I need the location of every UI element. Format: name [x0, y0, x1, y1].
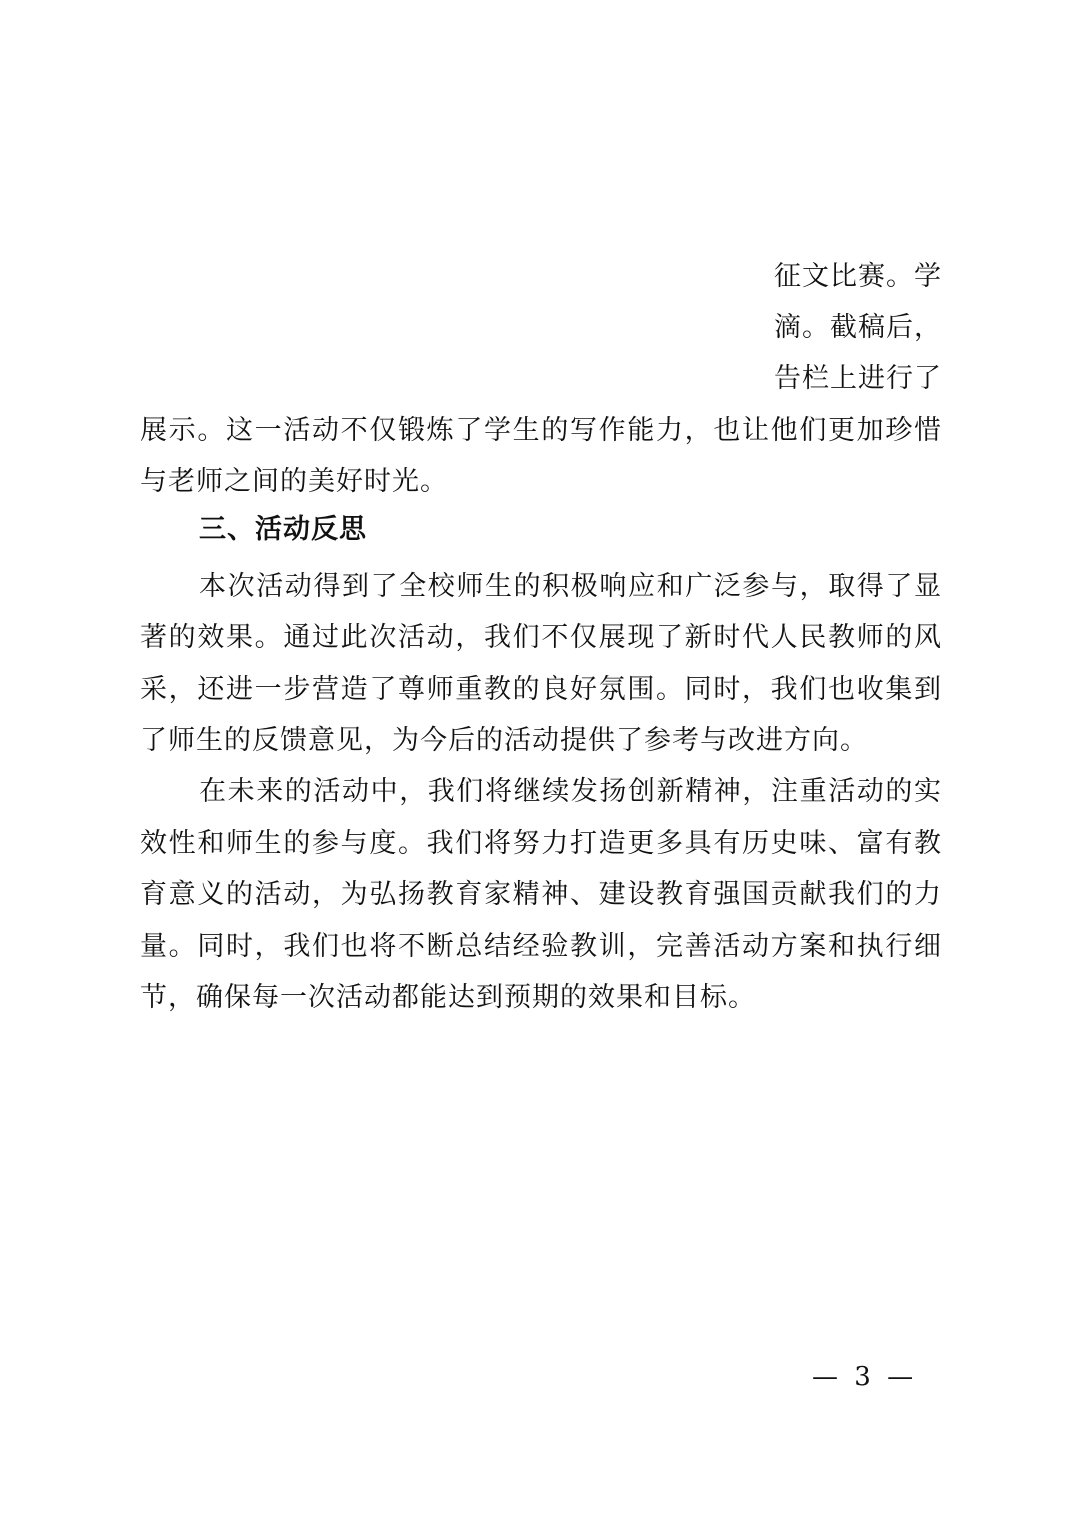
- fragment-line: 征文比赛。学: [774, 261, 942, 292]
- body-line: 育意义的活动，为弘扬教育家精神、建设教育强国贡献我们的力: [140, 879, 942, 910]
- page-number: — 3 —: [812, 1362, 918, 1392]
- fragment-line: 滴。截稿后，: [774, 312, 942, 343]
- body-line: 了师生的反馈意见，为今后的活动提供了参考与改进方向。: [140, 725, 868, 756]
- body-line: 与老师之间的美好时光。: [140, 466, 448, 497]
- body-line: 量。同时，我们也将不断总结经验教训，完善活动方案和执行细: [140, 931, 942, 962]
- body-line: 在未来的活动中，我们将继续发扬创新精神，注重活动的实: [199, 776, 942, 807]
- body-line: 节，确保每一次活动都能达到预期的效果和目标。: [140, 982, 756, 1013]
- body-line: 采，还进一步营造了尊师重教的良好氛围。同时，我们也收集到: [140, 674, 942, 705]
- fragment-line: 告栏上进行了: [774, 363, 942, 394]
- body-line: 本次活动得到了全校师生的积极响应和广泛参与，取得了显: [199, 571, 942, 602]
- section-heading: 三、活动反思: [199, 514, 367, 545]
- body-line: 著的效果。通过此次活动，我们不仅展现了新时代人民教师的风: [140, 622, 942, 653]
- body-line: 效性和师生的参与度。我们将努力打造更多具有历史味、富有教: [140, 828, 942, 859]
- body-line: 展示。这一活动不仅锻炼了学生的写作能力，也让他们更加珍惜: [140, 415, 942, 446]
